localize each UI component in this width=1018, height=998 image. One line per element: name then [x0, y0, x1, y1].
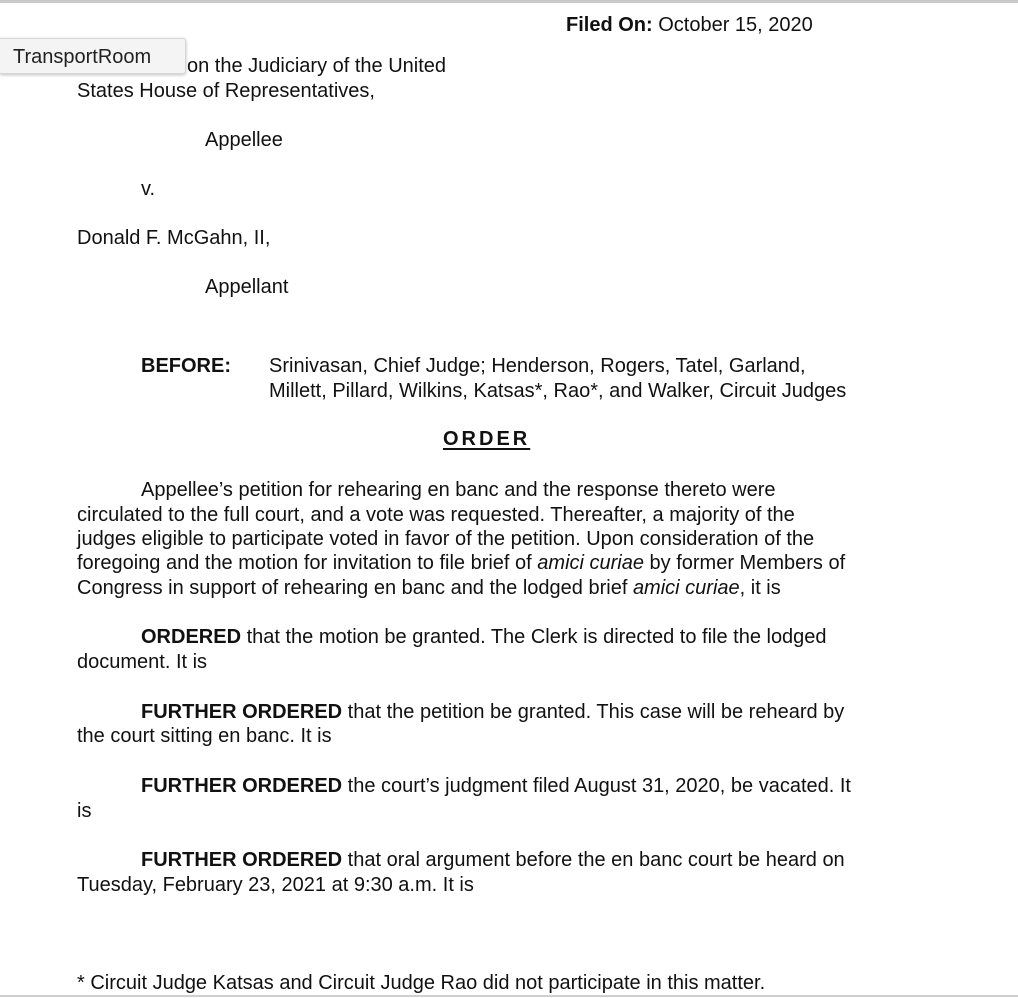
ordered1-line2: document. It is: [77, 651, 208, 673]
bottom-border: [0, 995, 1018, 997]
party2-role: Appellant: [205, 276, 289, 298]
para1-line4-italic: amici curiae: [537, 552, 644, 574]
party1-line1: on the Judiciary of the United: [187, 55, 447, 77]
before-judges-line1: Srinivasan, Chief Judge; Henderson, Rogers, Tatel, Garland,: [269, 355, 806, 377]
ordered2-keyword: FURTHER ORDERED: [141, 701, 343, 723]
ordered2-line2: the court sitting en banc. It is: [77, 725, 332, 747]
order-title: ORDER: [443, 428, 531, 450]
ordered4-line2: Tuesday, February 23, 2021 at 9:30 a.m. It is: [77, 874, 474, 896]
ordered1-text: that the motion be granted. The Clerk is directed to file the lodged: [241, 626, 827, 648]
top-border: [0, 0, 1018, 3]
tooltip-transportroom: TransportRoom: [0, 38, 186, 74]
para1-line4-text-b: by former Members of: [643, 552, 846, 574]
para1-line1: Appellee’s petition for rehearing en banc and the response thereto were: [141, 479, 776, 501]
para1-line5-italic: amici curiae: [632, 577, 740, 599]
ordered3-text: the court’s judgment filed August 31, 2020, be vacated. It: [342, 775, 851, 797]
party1-line2: States House of Representatives,: [77, 80, 375, 102]
para1-line2: circulated to the full court, and a vote was requested. Thereafter, a majority of the: [77, 504, 795, 526]
filed-on-line: [566, 13, 813, 37]
para1-line4: [77, 551, 845, 575]
ordered3-keyword: FURTHER ORDERED: [141, 775, 343, 797]
ordered4-keyword: FURTHER ORDERED: [141, 849, 343, 871]
ordered1-line1: [141, 625, 827, 649]
party2-name: Donald F. McGahn, II,: [77, 227, 271, 249]
para1-line5-text-a: Congress in support of rehearing en banc and the lodged brief: [77, 577, 633, 599]
para1-line5-text-b: , it is: [739, 577, 781, 599]
filed-on-date: October 15, 2020: [658, 14, 813, 36]
ordered4-text: that oral argument before the en banc court be heard on: [342, 849, 845, 871]
before-label: BEFORE:: [141, 355, 231, 377]
ordered3-line2: is: [77, 800, 92, 822]
ordered1-keyword: ORDERED: [141, 626, 242, 648]
ordered2-text: that the petition be granted. This case will be reheard by: [342, 701, 845, 723]
ordered2-line1: [141, 700, 844, 724]
party1-role: Appellee: [205, 129, 283, 151]
para1-line4-text-a: foregoing and the motion for invitation to file brief of: [77, 552, 538, 574]
para1-line3: judges eligible to participate voted in favor of the petition. Upon consideration of the: [77, 528, 815, 550]
versus: v.: [141, 178, 156, 200]
ordered3-line1: [141, 774, 851, 798]
footnote: * Circuit Judge Katsas and Circuit Judge Rao did not participate in this matter.: [77, 972, 766, 994]
para1-line5: [77, 576, 781, 600]
ordered4-line1: [141, 848, 845, 872]
filed-on-label: Filed On:: [566, 14, 653, 36]
before-judges-line2: Millett, Pillard, Wilkins, Katsas*, Rao*, and Walker, Circuit Judges: [269, 380, 847, 402]
